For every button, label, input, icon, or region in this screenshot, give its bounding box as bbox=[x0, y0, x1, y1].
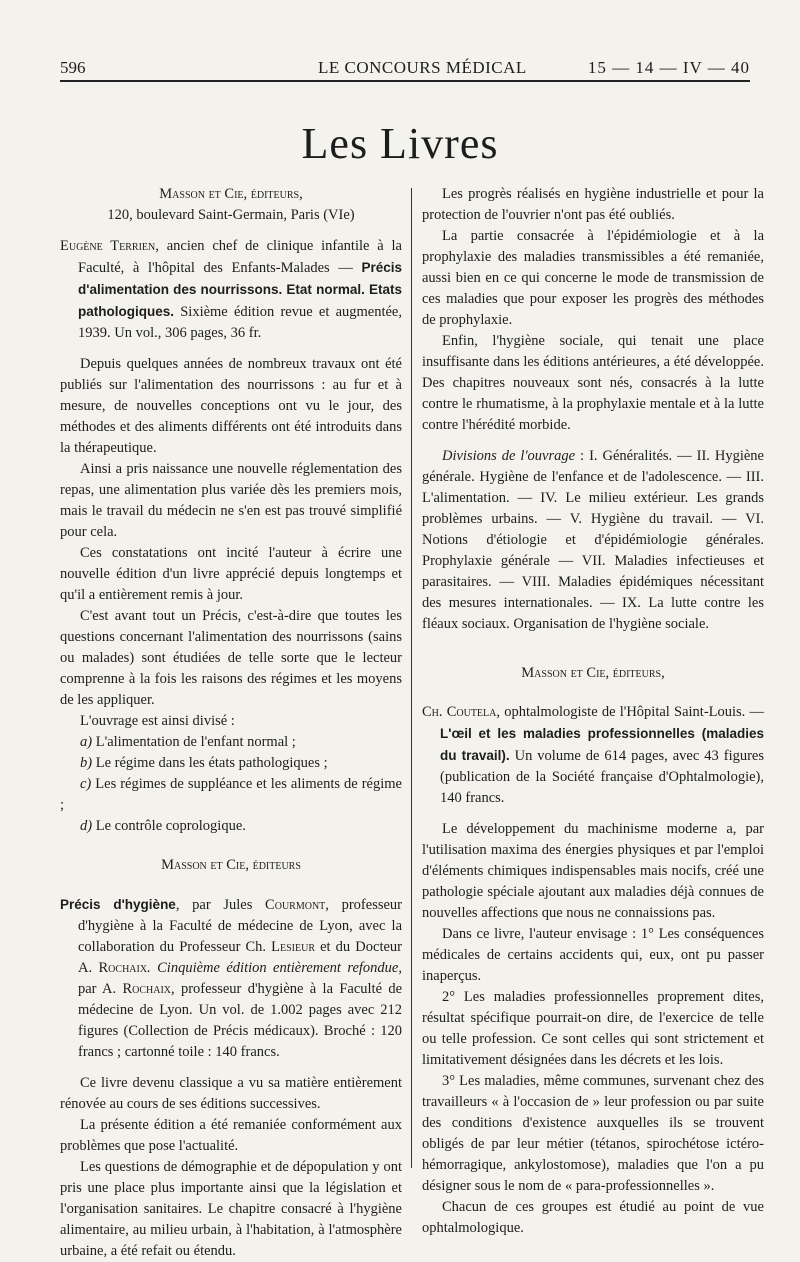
list-item bbox=[60, 774, 402, 816]
paragraph: La présente édition a été remaniée conformément aux problèmes que pose l'actualité. bbox=[60, 1117, 402, 1154]
paragraph: Depuis quelques années de nombreux travaux ont été publiés sur l'alimentation des nourrissons : au fur et à mesure, de nouvelles conceptions ont vu le jour, des méthodes et des aliments différents ont été introduits dans la thérapeutique. bbox=[60, 356, 402, 456]
list-marker: d) bbox=[80, 818, 93, 834]
text-run: , par Jules bbox=[175, 897, 266, 913]
text-run: et du Docteur A. bbox=[78, 939, 402, 976]
column-divider bbox=[411, 188, 412, 1168]
list-item bbox=[60, 753, 402, 774]
spacer bbox=[60, 876, 402, 894]
book-details: , professeur d'hygiène à la Faculté de médecine de Lyon. Un vol. de 1.002 pages avec 212 figures (Collection de Précis médicaux). Broché : 120 francs ; cartonné toile : 140 francs. bbox=[78, 981, 403, 1060]
text-run: , par A. bbox=[78, 960, 402, 997]
divisions-label: Divisions de l'ouvrage bbox=[442, 448, 576, 464]
journal-title: LE CONCOURS MÉDICAL bbox=[318, 58, 527, 77]
paragraph: L'ouvrage est ainsi divisé : bbox=[80, 713, 235, 729]
publisher-address: 120, boulevard Saint-Germain, Paris (VIe) bbox=[107, 207, 355, 223]
right-column bbox=[422, 184, 764, 1239]
spacer bbox=[422, 635, 764, 653]
book-author-desc: , ancien chef de clinique infantile à la Faculté, à l'hôpital des Enfants-Malades — bbox=[78, 238, 402, 276]
paragraph: 3° Les maladies, même communes, survenant chez des travailleurs « à l'occasion de » leur profession ou par suite des conditions d'existence auxquelles ils se trouvent obligés de par leur métier (tétanos, spirochétose ictéro-hémorragique, ankylostomose), maladies que l'on a pu désigner sous le nom de « para-professionnelles ». bbox=[422, 1073, 764, 1194]
book-collaborator: Lesieur bbox=[271, 939, 316, 955]
book-author: Eugène Terrien bbox=[60, 238, 156, 254]
list-item bbox=[60, 816, 402, 837]
paragraph: Enfin, l'hygiène sociale, qui tenait une place insuffisante dans les éditions antérieures, a été développée. Des chapitres nouveaux sont nés, consacrés à la lutte contre le rhumatisme, à la prophylaxie mentale et à la lutte contre l'hérédité morbide. bbox=[422, 333, 764, 433]
book-title: Précis d'hygiène bbox=[60, 897, 176, 912]
paragraph: Les questions de démographie et de dépopulation y ont pris une place plus importante ainsi que la législation et l'organisation sanitaires. Le chapitre consacré à l'hygiène alimentaire, au milieu urbain, à l'habitation, à l'atmosphère urbaine, a été refait ou étendu. bbox=[60, 1159, 402, 1259]
spacer bbox=[422, 684, 764, 702]
paragraph: La partie consacrée à l'épidémiologie et à la prophylaxie des maladies transmissibles a été remaniée, aussi bien en ce qui concerne le mode de transmission de ces maladies que pour exposer les progrès des méthodes de prophylaxie. bbox=[422, 228, 764, 328]
book-author: Rochaix bbox=[122, 981, 172, 997]
book-author: Courmont bbox=[265, 897, 326, 913]
book-collaborator: Rochaix bbox=[98, 960, 148, 976]
left-column bbox=[60, 184, 402, 1262]
list-marker: b) bbox=[80, 755, 93, 771]
divisions-text: : I. Généralités. — II. Hygiène générale. Hygiène de l'enfance et de l'adolescence. — III. L'alimentation. — IV. Le milieu extérieur. Les grands problèmes urbains. — V. Hygiène du travail. — VI. Notions d'étiologie et d'épidémiologie générales. Prophylaxie générale — VII. Maladies infectieuses et parasitaires. — VIII. Maladies épidémiques nécessitant des mesures internationales. — IX. La lutte contre les fléaux sociaux. Organisation de l'hygiène sociale. bbox=[422, 448, 764, 632]
book-author: Ch. Coutela bbox=[422, 704, 497, 720]
spacer bbox=[60, 1063, 402, 1073]
paragraph: 2° Les maladies professionnelles proprement dites, résultat spécifique pourrait-on dire, de l'exercice de telle ou telle profession. Ce sont celles qui sont strictement et limitativement désignées dans les décrets et les lois. bbox=[422, 989, 764, 1068]
book-details: Un volume de 614 pages, avec 43 figures (publication de la Société française d'Ophtalmologie), 140 francs. bbox=[440, 748, 765, 806]
list-text: L'alimentation de l'enfant normal ; bbox=[92, 734, 296, 750]
text-run: , professeur d'hygiène à la Faculté de médecine de Lyon, avec la collaboration du Professeur Ch. bbox=[78, 897, 402, 955]
spacer bbox=[60, 837, 402, 855]
list-item bbox=[60, 732, 402, 753]
page-number: 596 bbox=[60, 58, 86, 77]
spacer bbox=[422, 809, 764, 819]
paragraph: Le développement du machinisme moderne a, par l'utilisation maxima des énergies physiques et par l'emploi d'éléments chimiques indispensables mais nocifs, créé une pathologie spéciale ajoutant aux maladies déjà connues de nouvelles affections que nous ne connaissions pas. bbox=[422, 821, 764, 921]
spacer bbox=[60, 226, 402, 236]
paragraph: Ainsi a pris naissance une nouvelle réglementation des repas, une alimentation plus variée dès les premiers mois, mais le travail du médecin ne s'en est pas trouvé simplifié pour cela. bbox=[60, 461, 402, 540]
paragraph: Chacun de ces groupes est étudié au point de vue ophtalmologique. bbox=[422, 1199, 764, 1236]
book-entry-coutela bbox=[422, 702, 764, 809]
edition-note: . Cinquième édition entièrement refondue bbox=[147, 960, 399, 976]
spacer bbox=[60, 344, 402, 354]
paragraph: C'est avant tout un Précis, c'est-à-dire que toutes les questions concernant l'alimentation des nourrissons (sains ou malades) sont étudiées de telle sorte que le lecteur comprenne à la fois les raisons des régimes et les moyens de les appliquer. bbox=[60, 608, 402, 708]
list-text: Le régime dans les états pathologiques ; bbox=[92, 755, 328, 771]
list-text: Les régimes de suppléance et les aliments de régime ; bbox=[60, 776, 402, 813]
paragraph: Dans ce livre, l'auteur envisage : 1° Les conséquences médicales de certains accidents qui, eux, ont pu passer inaperçus. bbox=[422, 926, 764, 984]
book-author-desc: , ophtalmologiste de l'Hôpital Saint-Louis. — bbox=[496, 704, 764, 720]
book-details: Sixième édition revue et augmentée, 1939. Un vol., 306 pages, 36 fr. bbox=[78, 304, 402, 341]
spacer bbox=[422, 653, 764, 663]
publisher-line: Masson et Cie, éditeurs, bbox=[159, 186, 303, 202]
section-title: Les Livres bbox=[301, 119, 499, 168]
list-text: Le contrôle coprologique. bbox=[92, 818, 246, 834]
divisions-paragraph bbox=[422, 446, 764, 635]
book-title: L'œil et les maladies professionnelles (maladies du travail). bbox=[440, 726, 764, 763]
book-entry-terrien bbox=[60, 236, 402, 344]
book-entry-courmont bbox=[60, 894, 402, 1063]
book-title: Précis d'alimentation des nourrissons. Etat normal. Etats pathologiques. bbox=[78, 260, 402, 319]
running-header bbox=[60, 52, 750, 82]
list-marker: c) bbox=[80, 776, 92, 792]
paragraph: Ce livre devenu classique a vu sa matière entièrement rénovée au cours de ses éditions successives. bbox=[60, 1075, 402, 1112]
list-marker: a) bbox=[80, 734, 93, 750]
publisher-line: Masson et Cie, éditeurs, bbox=[521, 665, 665, 681]
paragraph: Ces constatations ont incité l'auteur à écrire une nouvelle édition d'un livre apprécié depuis longtemps et qu'il a entièrement remis à jour. bbox=[60, 545, 402, 603]
issue-date: 15 — 14 — IV — 40 bbox=[587, 58, 750, 77]
publisher-line: Masson et Cie, éditeurs bbox=[161, 857, 301, 873]
paragraph: Les progrès réalisés en hygiène industrielle et pour la protection de l'ouvrier n'ont pas été oubliés. bbox=[422, 186, 764, 223]
spacer bbox=[422, 436, 764, 446]
